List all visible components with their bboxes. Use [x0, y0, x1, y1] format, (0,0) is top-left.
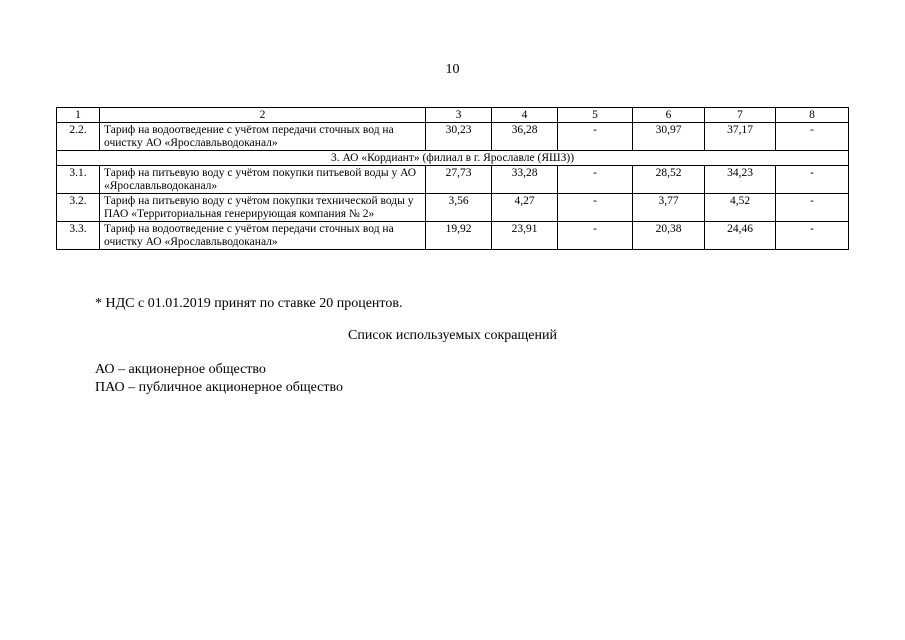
table-row	[57, 166, 849, 194]
row-description: Тариф на питьевую воду с учётом покупки технической воды у ПАО «Территориальная генерирующая компания № 2»	[100, 194, 426, 222]
row-value-8: -	[776, 194, 849, 222]
row-value-5: -	[558, 194, 633, 222]
table-row	[57, 222, 849, 250]
row-description: Тариф на питьевую воду с учётом покупки питьевой воды у АО «Ярославльводоканал»	[100, 166, 426, 194]
abbreviation-item: АО – акционерное общество	[95, 362, 266, 377]
row-value-4: 4,27	[492, 194, 558, 222]
header-cell-8: 8	[776, 108, 849, 123]
header-cell-7: 7	[705, 108, 776, 123]
vat-footnote: * НДС с 01.01.2019 принят по ставке 20 процентов.	[95, 296, 403, 311]
row-value-6: 20,38	[633, 222, 705, 250]
abbreviations-title: Список используемых сокращений	[348, 328, 557, 343]
page-number: 10	[445, 62, 460, 77]
row-number: 3.1.	[57, 166, 100, 194]
row-value-7: 37,17	[705, 123, 776, 151]
row-value-5: -	[558, 222, 633, 250]
table-row	[57, 123, 849, 151]
row-value-3: 27,73	[426, 166, 492, 194]
row-value-6: 28,52	[633, 166, 705, 194]
row-value-7: 4,52	[705, 194, 776, 222]
row-value-5: -	[558, 123, 633, 151]
row-value-5: -	[558, 166, 633, 194]
header-cell-5: 5	[558, 108, 633, 123]
table-header-row	[57, 108, 849, 123]
row-number: 2.2.	[57, 123, 100, 151]
row-value-4: 36,28	[492, 123, 558, 151]
row-number: 3.2.	[57, 194, 100, 222]
row-value-6: 30,97	[633, 123, 705, 151]
abbreviation-item: ПАО – публичное акционерное общество	[95, 380, 344, 395]
row-value-8: -	[776, 123, 849, 151]
row-description: Тариф на водоотведение с учётом передачи сточных вод на очистку АО «Ярославльводоканал»	[100, 222, 426, 250]
header-cell-3: 3	[426, 108, 492, 123]
header-cell-2: 2	[100, 108, 426, 123]
row-value-4: 33,28	[492, 166, 558, 194]
row-value-8: -	[776, 222, 849, 250]
row-description: Тариф на водоотведение с учётом передачи сточных вод на очистку АО «Ярославльводоканал»	[100, 123, 426, 151]
row-value-4: 23,91	[492, 222, 558, 250]
row-value-3: 30,23	[426, 123, 492, 151]
row-value-7: 34,23	[705, 166, 776, 194]
row-value-8: -	[776, 166, 849, 194]
header-cell-6: 6	[633, 108, 705, 123]
section-row	[57, 151, 849, 166]
header-cell-1: 1	[57, 108, 100, 123]
section-title: 3. АО «Кордиант» (филиал в г. Ярославле (ЯШЗ))	[57, 151, 849, 166]
header-cell-4: 4	[492, 108, 558, 123]
row-value-6: 3,77	[633, 194, 705, 222]
tariff-table	[56, 107, 849, 250]
row-value-3: 3,56	[426, 194, 492, 222]
row-number: 3.3.	[57, 222, 100, 250]
table-row	[57, 194, 849, 222]
abbreviations-list	[95, 361, 343, 397]
row-value-3: 19,92	[426, 222, 492, 250]
row-value-7: 24,46	[705, 222, 776, 250]
